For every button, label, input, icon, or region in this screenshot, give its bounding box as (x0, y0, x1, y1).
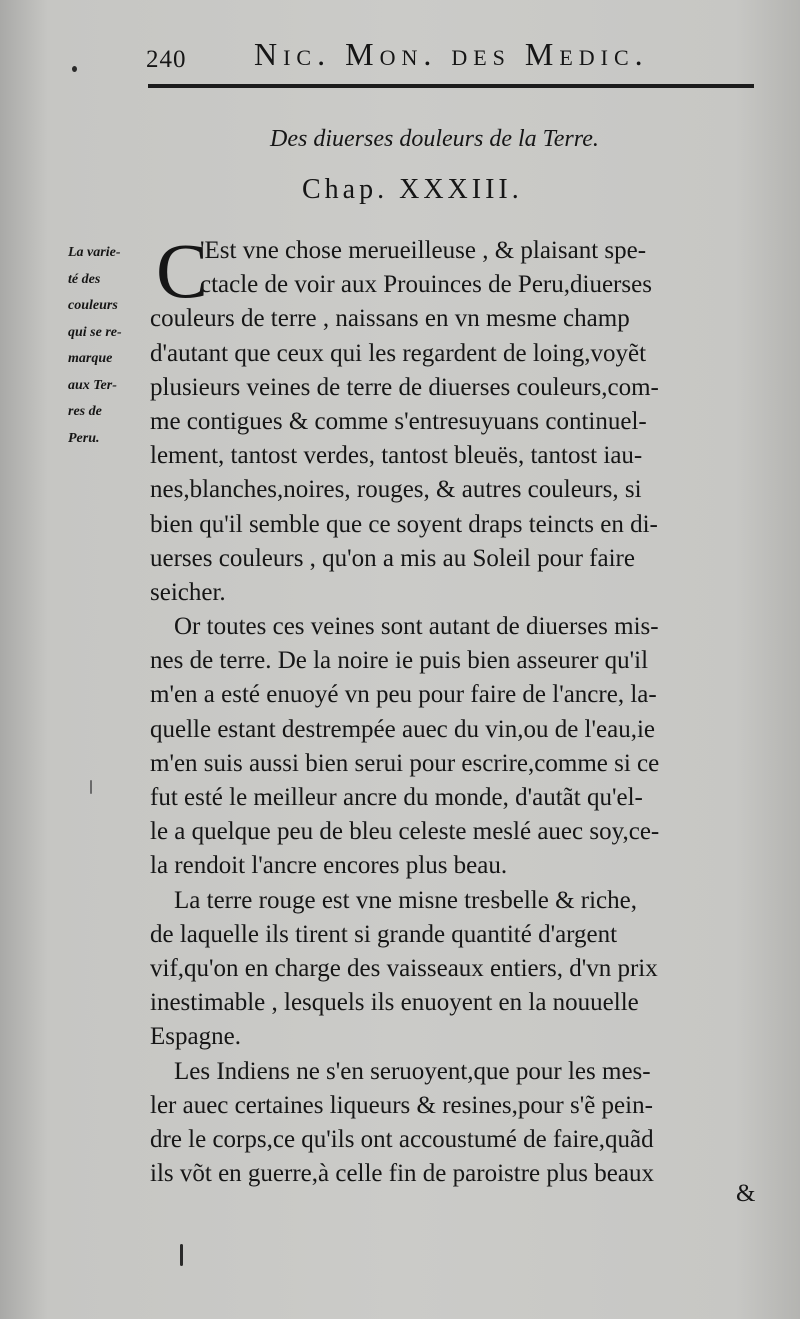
header-rule (148, 84, 754, 88)
text-line: seicher. (150, 578, 226, 606)
margin-note (68, 240, 150, 452)
text-line: m'en a esté enuoyé vn peu pour faire de l'ancre, la- (150, 681, 657, 709)
text-line: ler auec certaines liqueurs & resines,pour s'ẽ pein- (150, 1091, 653, 1119)
chapter-heading: Chap. XXXIII. (302, 174, 523, 205)
text-line: nes,blanches,noires, rouges, & autres couleurs, si (150, 476, 642, 504)
text-line: quelle estant destrempée auec du vin,ou de l'eau,ie (150, 715, 655, 743)
drop-cap: C (156, 227, 209, 314)
text-line: La terre rouge est vne misne tresbelle & riche, (174, 886, 638, 914)
margin-note-line: marque (68, 351, 113, 366)
text-lines (150, 302, 764, 1191)
text-line: le a quelque peu de bleu celeste meslé auec soy,ce- (150, 818, 660, 846)
catchword: & (736, 1180, 756, 1207)
section-title: Des diuerses douleurs de la Terre. (270, 126, 599, 152)
page-number: 240 (146, 46, 187, 73)
body-text (150, 227, 764, 1191)
text-line: ils võt en guerre,à celle fin de paroistre plus beaux (150, 1160, 654, 1188)
running-title: Nic. Mon. des Medic. (254, 36, 649, 72)
text-line: vif,qu'on en charge des vaisseaux entiers, d'vn prix (150, 954, 658, 982)
text-line: fut esté le meilleur ancre du monde, d'autãt qu'el- (150, 784, 643, 811)
text-line: lement, tantost verdes, tantost bleuës, tantost iau- (150, 442, 643, 470)
margin-note-line: qui se re- (68, 324, 122, 340)
margin-note-line: aux Ter- (68, 377, 117, 393)
ink-speck (180, 1244, 183, 1266)
margin-note-line: Peru. (68, 430, 100, 446)
text-line: ctacle de voir aux Prouinces de Peru,diuerses (200, 271, 652, 299)
text-line: Espagne. (150, 1023, 241, 1051)
text-line: inestimable , lesquels ils enuoyent en la nouuelle (150, 989, 639, 1017)
margin-note-line: couleurs (68, 298, 118, 313)
ink-speck (90, 780, 92, 794)
text-line: Or toutes ces veines sont autant de diuerses mis- (174, 613, 659, 641)
margin-note-line: La varie- (68, 245, 121, 260)
ink-speck (72, 66, 77, 72)
opening-lines (150, 227, 764, 314)
text-line: plusieurs veines de terre de diuerses couleurs,com- (150, 373, 659, 401)
running-head (146, 28, 756, 72)
text-line: Les Indiens ne s'en seruoyent,que pour les mes- (174, 1057, 651, 1085)
text-line: m'en suis aussi bien serui pour escrire,comme si ce (150, 749, 660, 777)
text-line: dre le corps,ce qu'ils ont accoustumé de faire,quãd (150, 1125, 654, 1153)
text-line: nes de terre. De la noire ie puis bien asseurer qu'il (150, 647, 649, 675)
text-line: 'Est vne chose merueilleuse , & plaisant spe- (200, 237, 647, 264)
text-line: la rendoit l'ancre encores plus beau. (150, 852, 508, 880)
text-line: me contigues & comme s'entresuyuans continuel- (150, 407, 647, 435)
text-line: bien qu'il semble que ce soyent draps teincts en di- (150, 510, 658, 538)
margin-note-line: té des (68, 271, 101, 287)
text-line: de laquelle ils tirent si grande quantité d'argent (150, 920, 618, 948)
text-line: couleurs de terre , naissans en vn mesme champ (150, 305, 630, 333)
text-line: uerses couleurs , qu'on a mis au Soleil pour faire (150, 544, 635, 572)
margin-note-line: res de (68, 404, 102, 419)
text-line: d'autant que ceux qui les regardent de loing,voyẽt (150, 339, 647, 367)
